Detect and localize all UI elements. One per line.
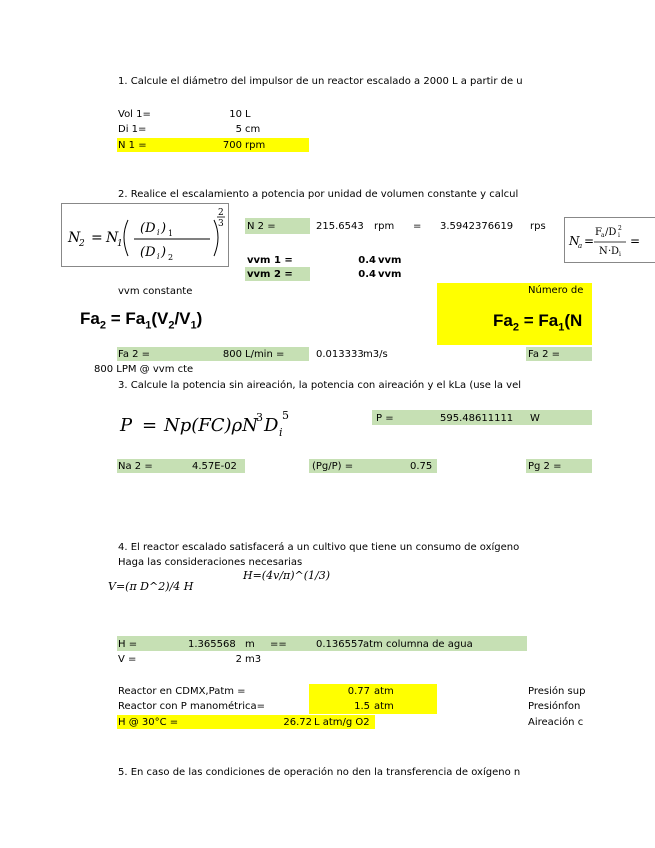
v-unit: m3 [245, 654, 262, 665]
svg-text:i: i [619, 251, 621, 258]
svg-text:/D: /D [605, 227, 617, 238]
svg-text:a: a [601, 232, 605, 239]
n2-rps-value: 3.5942376619 [440, 221, 514, 232]
fa2-value: 800 [222, 349, 242, 360]
n1-value: 700 [222, 140, 242, 151]
svg-text:=: = [630, 234, 641, 248]
h-value: 1.365568 [188, 639, 236, 650]
svg-text:a: a [578, 242, 583, 250]
right-aireacion: Aireación c [528, 717, 584, 728]
n2-scaling-formula [62, 204, 228, 266]
fa2-right-label: Fa 2 = [528, 349, 561, 360]
svg-text:i: i [279, 426, 283, 439]
svg-text:2: 2 [218, 208, 224, 218]
v-value: 2 [235, 654, 242, 665]
svg-text:F: F [595, 227, 602, 238]
aeration-number-formula [565, 218, 655, 262]
pg2-label: Pg 2 = [528, 461, 562, 472]
svg-text:i: i [157, 228, 160, 237]
svg-text:(D: (D [140, 245, 156, 260]
svg-text:3: 3 [218, 219, 224, 229]
svg-text:i: i [157, 252, 160, 261]
svg-text:N: N [599, 246, 608, 257]
henry-label: H @ 30°C = [118, 717, 179, 728]
n2-label: N 2 = [247, 221, 276, 232]
svg-text:Np(FC)ρN: Np(FC)ρN [164, 415, 258, 436]
svg-text:3: 3 [256, 411, 263, 424]
p-value: 595.48611111 [440, 413, 514, 424]
vvm1-value: 0.4 [358, 255, 376, 266]
fa2-formula-left: $Fa_2 = Fa_1(V_2/V_1)$ [80, 309, 203, 332]
vvm2-label: vvm 2 = [247, 269, 293, 280]
pgp-label: (Pg/P) = [312, 461, 354, 472]
h-label: H = [118, 639, 138, 650]
n1-unit: rpm [245, 140, 266, 151]
cdmx-value: 0.77 [347, 686, 370, 697]
pman-value: 1.5 [354, 701, 370, 712]
na2-value: 4.57E-02 [192, 461, 237, 472]
n2-equals: = [413, 221, 422, 232]
di1-value: 5 [235, 124, 242, 135]
svg-text:): ) [161, 245, 167, 260]
vvm2-unit: vvm [378, 269, 402, 280]
fa2-formula-right: $Fa_2 = Fa_1(N$ [493, 311, 583, 334]
svg-text:1: 1 [168, 229, 174, 238]
henry-value: 26.72 [283, 717, 312, 728]
fa2-label: Fa 2 = [118, 349, 151, 360]
q3-title: 3. Calcule la potencia sin aireación, la potencia con aireación y el kLa (use la vel [118, 380, 522, 391]
vvm1-unit: vvm [378, 255, 402, 266]
n2-rpm-value: 215.6543 [316, 221, 364, 232]
di1-unit: cm [245, 124, 261, 135]
vvm2-value: 0.4 [358, 269, 376, 280]
fa2-m3s-value: 0.013333 [316, 349, 364, 360]
h-double-eq: == [270, 639, 287, 650]
svg-text:N: N [106, 230, 119, 246]
v-formula: V=(π D^2)/4 H [108, 580, 194, 593]
q2-title: 2. Realice el escalamiento a potencia por unidad de volumen constante y calcul [118, 189, 519, 200]
q5-title: 5. En caso de las condiciones de operación no den la transferencia de oxígeno n [118, 767, 521, 778]
pressure-values-highlight [309, 684, 437, 714]
na-formula-image [564, 217, 655, 263]
henry-unit: L atm/g O2 [314, 717, 370, 728]
svg-text:=: = [584, 234, 595, 248]
vvm-constante-note: vvm constante [118, 286, 193, 297]
na2-label: Na 2 = [118, 461, 153, 472]
vvm1-label: vvm 1 = [247, 255, 293, 266]
q4-title: 4. El reactor escalado satisfacerá a un cultivo que tiene un consumo de oxígeno [118, 542, 520, 553]
n2-rpm-unit: rpm [374, 221, 395, 232]
vol1-value: 10 [229, 109, 242, 120]
n2-formula-image [61, 203, 229, 267]
svg-text:D: D [264, 415, 279, 436]
numero-de-label: Número de [528, 285, 584, 296]
cdmx-label: Reactor en CDMX,Patm = [118, 686, 246, 697]
right-presion-fon: Presiónfon [528, 701, 581, 712]
q1-title: 1. Calcule el diámetro del impulsor de un reactor escalado a 2000 L a partir de u [118, 76, 523, 87]
pman-label: Reactor con P manométrica= [118, 701, 265, 712]
vol1-unit: L [245, 109, 251, 120]
p-label: P = [376, 413, 394, 424]
h-atm-value: 0.136557 [316, 639, 364, 650]
h-unit: m [245, 639, 255, 650]
lpm-note: 800 LPM @ vvm cte [94, 364, 194, 375]
v-label: V = [118, 654, 137, 665]
n1-label: N 1 = [118, 140, 147, 151]
vol1-label: Vol 1= [118, 109, 151, 120]
svg-text:=: = [91, 230, 103, 246]
svg-text:N: N [569, 234, 580, 248]
svg-text:D: D [611, 246, 620, 257]
di1-label: Di 1= [118, 124, 147, 135]
fa2-m3s-unit: m3/s [363, 349, 388, 360]
right-presion-sup: Presión sup [528, 686, 586, 697]
svg-text:): ) [161, 221, 167, 236]
h-atm-unit: atm columna de agua [363, 639, 473, 650]
svg-text:N: N [68, 230, 81, 246]
svg-text:2: 2 [79, 239, 85, 249]
h-formula: H=(4v/π)^(1/3) [243, 569, 331, 582]
power-formula [118, 405, 318, 445]
cdmx-unit: atm [374, 686, 394, 697]
numero-de-highlight [437, 283, 592, 345]
svg-text:2: 2 [618, 225, 622, 232]
svg-text:(D: (D [140, 221, 156, 236]
svg-text:=: = [142, 415, 158, 436]
svg-text:i: i [618, 232, 620, 239]
svg-text:1: 1 [117, 239, 123, 249]
p-unit: W [530, 413, 540, 424]
fa2-unit: L/min = [245, 349, 285, 360]
n2-rps-unit: rps [530, 221, 546, 232]
svg-text:·: · [608, 246, 612, 257]
svg-text:5: 5 [282, 409, 289, 422]
pgp-value: 0.75 [410, 461, 433, 472]
svg-text:2: 2 [168, 253, 174, 262]
svg-text:P: P [120, 415, 133, 436]
q4-subtitle: Haga las consideraciones necesarias [118, 557, 303, 568]
pman-unit: atm [374, 701, 394, 712]
